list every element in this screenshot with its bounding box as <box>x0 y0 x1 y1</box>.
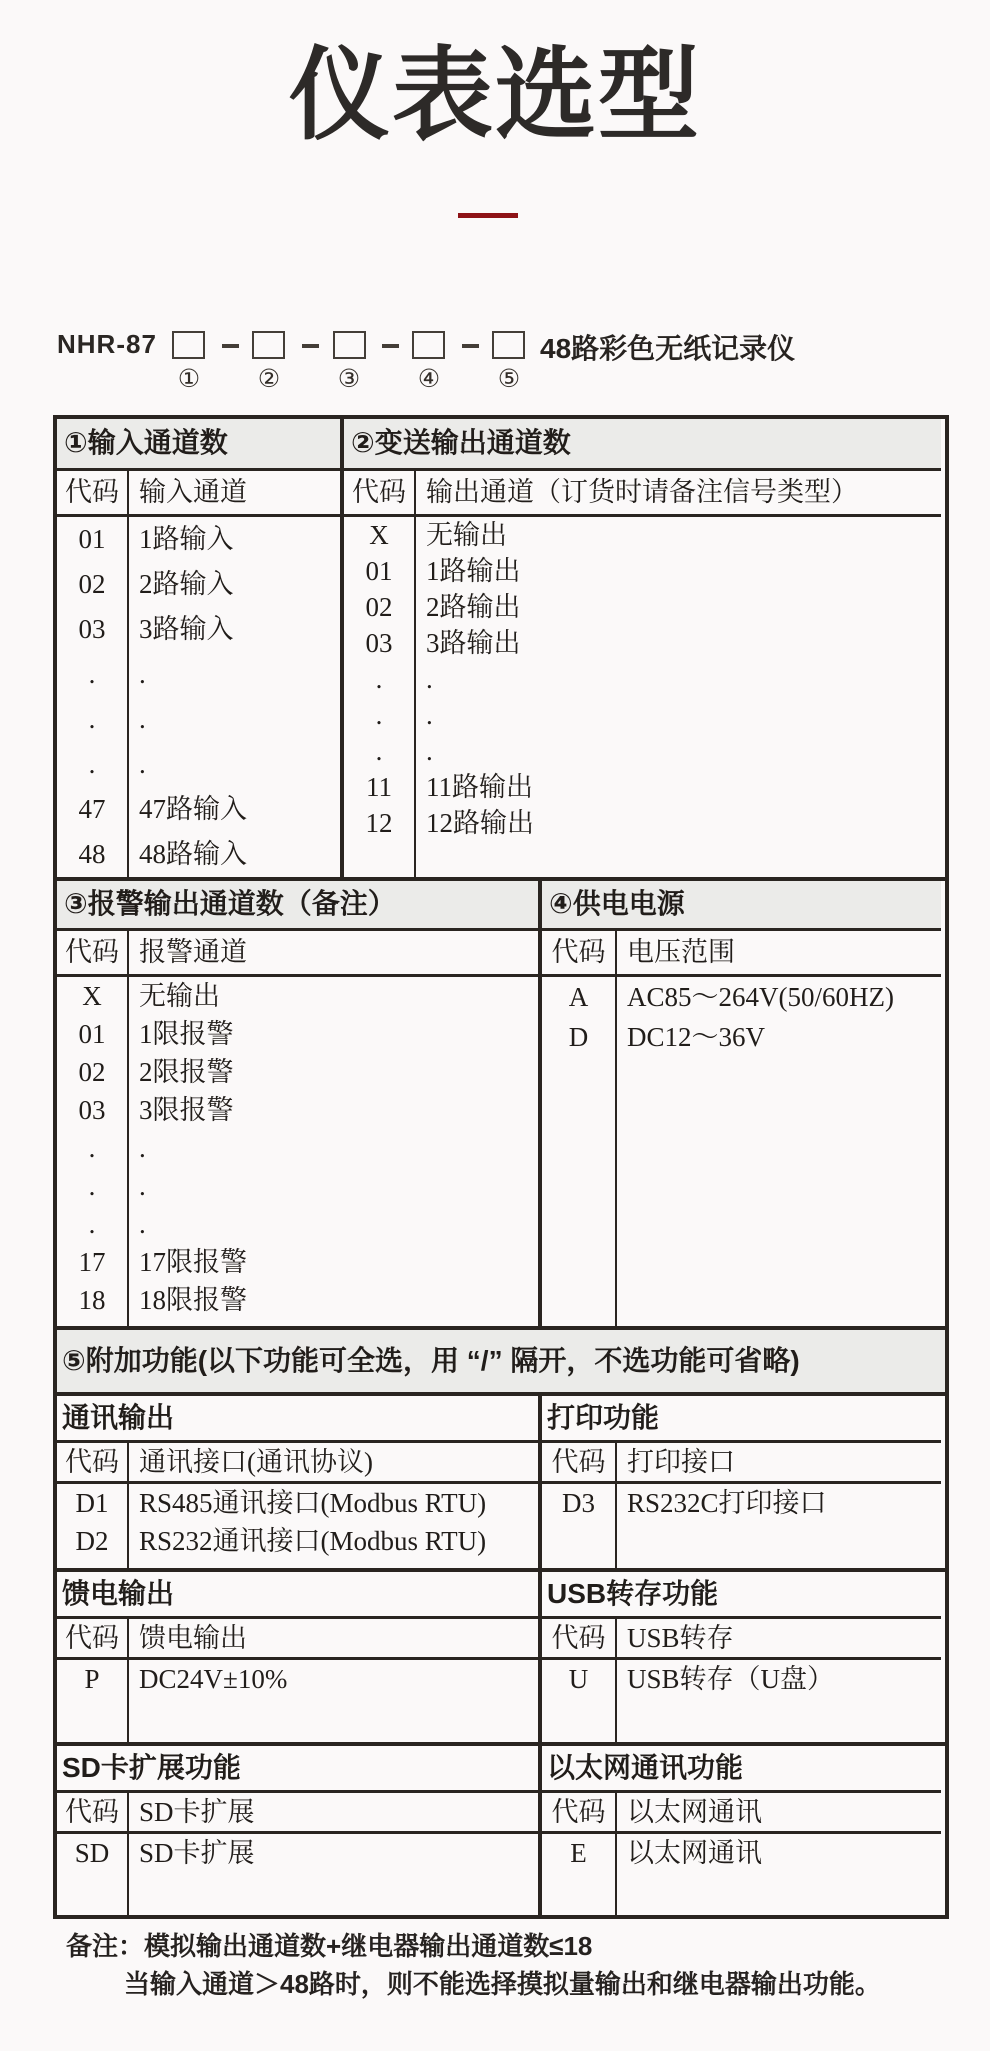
desc-cell: DC24V±10% <box>139 1664 288 1694</box>
table-row <box>57 1243 538 1281</box>
code-cell: D2 <box>75 1526 109 1556</box>
desc-cell: . <box>139 1171 146 1201</box>
column-headers <box>57 1793 538 1834</box>
desc-column-header: 通讯接口(通讯协议) <box>139 1447 373 1477</box>
section-2-grid <box>344 471 941 877</box>
table-row <box>57 1522 538 1560</box>
block-feed-grid <box>57 1619 538 1742</box>
code-cell: 11 <box>366 772 392 802</box>
code-column-header: 代码 <box>65 1797 119 1827</box>
block-print-function <box>538 1396 941 1568</box>
position-circle-5: ⑤ <box>497 364 521 393</box>
code-cell: 48 <box>78 839 106 869</box>
model-code-box-4 <box>412 331 445 359</box>
section-2-header: ②变送输出通道数 <box>344 419 941 471</box>
block-print-grid <box>542 1443 941 1568</box>
table-row <box>344 697 941 733</box>
model-code-box-3 <box>333 331 366 359</box>
desc-cell: . <box>139 704 146 734</box>
code-column-header: 代码 <box>65 1447 119 1477</box>
desc-cell: . <box>426 700 433 730</box>
section-power-supply <box>538 881 941 1326</box>
section-transmit-outputs <box>340 419 941 877</box>
red-divider-line <box>458 213 518 218</box>
desc-column-header: 输出通道（订货时请备注信号类型） <box>426 477 858 507</box>
table-row <box>57 1205 538 1243</box>
block-print-title: 打印功能 <box>542 1396 941 1443</box>
table-row <box>57 1167 538 1205</box>
block-sd-title: SD卡扩展功能 <box>57 1746 538 1793</box>
code-cell: 02 <box>78 569 106 599</box>
code-cell: 03 <box>78 1095 106 1125</box>
block-comm-title: 通讯输出 <box>57 1396 538 1443</box>
desc-column-header: 电压范围 <box>627 937 735 967</box>
desc-cell: AC85～264V(50/60HZ) <box>627 982 894 1012</box>
model-description: 48路彩色无纸记录仪 <box>540 333 796 364</box>
desc-column-header: 报警通道 <box>139 937 247 967</box>
code-cell: P <box>84 1664 100 1694</box>
desc-cell: . <box>426 664 433 694</box>
table-row <box>542 977 941 1017</box>
code-cell: 17 <box>78 1247 106 1277</box>
table-row <box>344 733 941 769</box>
model-dash <box>382 344 399 348</box>
code-column-header: 代码 <box>65 937 119 967</box>
code-cell: D <box>568 1022 589 1052</box>
block-feed-title: 馈电输出 <box>57 1572 538 1619</box>
code-cell: 47 <box>78 794 106 824</box>
desc-cell: 48路输入 <box>139 839 247 869</box>
desc-cell: 无输出 <box>426 520 507 550</box>
section-3-header: ③报警输出通道数（备注） <box>57 881 538 931</box>
desc-cell: 11路输出 <box>426 772 533 802</box>
table-row <box>57 1129 538 1167</box>
desc-cell: 47路输入 <box>139 794 247 824</box>
column-headers <box>57 471 340 517</box>
desc-cell: . <box>139 1133 146 1163</box>
table-row <box>344 805 941 841</box>
code-column-header: 代码 <box>551 1623 606 1653</box>
table-row <box>542 1660 941 1698</box>
code-cell: U <box>568 1664 589 1694</box>
desc-cell: 1限报警 <box>139 1019 234 1049</box>
desc-column-header: 以太网通讯 <box>627 1797 762 1827</box>
table-row <box>57 697 340 742</box>
code-cell: A <box>568 982 589 1012</box>
table-row <box>344 589 941 625</box>
footnote-line-2: 当输入通道＞48路时，则不能选择摸拟量输出和继电器输出功能。 <box>124 1969 881 1999</box>
column-headers <box>542 931 941 977</box>
desc-cell: SD卡扩展 <box>139 1838 255 1868</box>
code-cell: . <box>375 700 383 730</box>
code-column-header: 代码 <box>352 477 406 507</box>
code-cell: D1 <box>75 1488 109 1518</box>
desc-cell: 12路输出 <box>426 808 534 838</box>
footnote-line-1 <box>66 1926 592 1963</box>
column-headers <box>57 1619 538 1660</box>
desc-column-header: 馈电输出 <box>139 1623 247 1653</box>
block-ethernet-grid <box>542 1793 941 1915</box>
table-row <box>542 1017 941 1057</box>
footnote-label: 备注： <box>66 1931 145 1961</box>
desc-cell: RS232通讯接口(Modbus RTU) <box>139 1526 487 1556</box>
section-4-header: ④供电电源 <box>542 881 941 931</box>
table-row <box>57 1484 538 1522</box>
block-usb-title: USB转存功能 <box>542 1572 941 1619</box>
table-row <box>57 607 340 652</box>
selection-table <box>53 415 949 1919</box>
code-cell: 02 <box>365 592 393 622</box>
code-cell: E <box>570 1838 587 1868</box>
model-code-box-5 <box>492 331 525 359</box>
table-row <box>344 553 941 589</box>
code-cell: 12 <box>365 808 393 838</box>
desc-cell: 2限报警 <box>139 1057 234 1087</box>
code-cell: 03 <box>365 628 393 658</box>
block-feed-output <box>57 1572 538 1742</box>
table-row <box>344 769 941 805</box>
block-ethernet-comm <box>538 1746 941 1915</box>
position-circle-4: ④ <box>417 364 441 393</box>
model-dash <box>462 344 479 348</box>
code-column-header: 代码 <box>65 1623 119 1653</box>
desc-cell: 3限报警 <box>139 1095 234 1125</box>
code-column-header: 代码 <box>551 1797 606 1827</box>
code-cell: 02 <box>78 1057 106 1087</box>
desc-cell: RS485通讯接口(Modbus RTU) <box>139 1488 487 1518</box>
desc-cell: 17限报警 <box>139 1247 247 1277</box>
code-cell: . <box>88 1133 96 1163</box>
code-cell: 03 <box>78 614 106 644</box>
section-4-grid <box>542 931 941 1326</box>
model-code-box-1 <box>172 331 205 359</box>
column-headers <box>57 931 538 977</box>
position-circle-2: ② <box>257 364 281 393</box>
desc-column-header: 输入通道 <box>139 477 247 507</box>
section-5-banner: ⑤附加功能(以下功能可全选，用 “/” 隔开，不选功能可省略) <box>57 1330 945 1396</box>
column-headers <box>344 471 941 517</box>
code-cell: 01 <box>78 1019 106 1049</box>
code-cell: 01 <box>78 524 106 554</box>
block-usb-transfer <box>538 1572 941 1742</box>
section-1-grid <box>57 471 340 877</box>
desc-cell: 1路输出 <box>426 556 521 586</box>
code-cell: X <box>369 520 389 550</box>
model-code-box-2 <box>252 331 285 359</box>
block-comm-grid <box>57 1443 538 1568</box>
block-row-sd-ethernet <box>57 1746 945 1915</box>
table-row <box>57 1053 538 1091</box>
code-cell: . <box>88 659 96 689</box>
table-row <box>344 517 941 553</box>
code-column-header: 代码 <box>551 1447 606 1477</box>
table-row <box>344 625 941 661</box>
desc-cell: 3路输出 <box>426 628 521 658</box>
desc-column-header: 打印接口 <box>627 1447 735 1477</box>
desc-cell: . <box>139 659 146 689</box>
table-row <box>57 787 340 832</box>
section-input-channels <box>57 419 340 877</box>
desc-cell: USB转存（U盘） <box>627 1664 835 1694</box>
table-row <box>542 1484 941 1522</box>
table-row <box>57 1281 538 1319</box>
block-row-power-usb <box>57 1572 945 1746</box>
section-row-3-4 <box>57 881 945 1330</box>
code-cell: . <box>375 664 383 694</box>
desc-cell: . <box>139 749 146 779</box>
table-row <box>57 1660 538 1698</box>
desc-cell: 2路输出 <box>426 592 521 622</box>
code-cell: . <box>88 1171 96 1201</box>
table-row <box>57 1091 538 1129</box>
desc-cell: 以太网通讯 <box>627 1838 762 1868</box>
page-title: 仪表选型 <box>288 40 701 152</box>
table-row <box>57 977 538 1015</box>
model-dash <box>302 344 319 348</box>
desc-cell: 3路输入 <box>139 614 234 644</box>
footnote-text-1: 模拟输出通道数+继电器输出通道数≤18 <box>144 1931 593 1961</box>
section-alarm-outputs <box>57 881 538 1326</box>
desc-cell: . <box>426 736 433 766</box>
code-column-header: 代码 <box>551 937 606 967</box>
code-cell: . <box>88 704 96 734</box>
desc-column-header: USB转存 <box>627 1623 734 1653</box>
table-row <box>57 562 340 607</box>
column-headers <box>542 1619 941 1660</box>
table-row <box>344 661 941 697</box>
section-1-header: ①输入通道数 <box>57 419 340 471</box>
position-circle-3: ③ <box>337 364 361 393</box>
column-headers <box>542 1443 941 1484</box>
block-sd-expansion <box>57 1746 538 1915</box>
desc-cell: 2路输入 <box>139 569 234 599</box>
block-ethernet-title: 以太网通讯功能 <box>542 1746 941 1793</box>
desc-cell: 无输出 <box>139 981 220 1011</box>
block-sd-grid <box>57 1793 538 1915</box>
desc-cell: DC12～36V <box>627 1022 766 1052</box>
block-usb-grid <box>542 1619 941 1742</box>
desc-cell: RS232C打印接口 <box>627 1488 827 1518</box>
code-cell: . <box>375 736 383 766</box>
desc-cell: 1路输入 <box>139 524 234 554</box>
column-headers <box>57 1443 538 1484</box>
code-cell: 01 <box>365 556 393 586</box>
code-column-header: 代码 <box>65 477 119 507</box>
desc-column-header: SD卡扩展 <box>139 1797 255 1827</box>
block-comm-output <box>57 1396 538 1568</box>
code-cell: . <box>88 1209 96 1239</box>
model-dash <box>222 344 239 348</box>
position-circle-1: ① <box>177 364 201 393</box>
code-cell: X <box>82 981 102 1011</box>
table-row <box>57 652 340 697</box>
section-row-1-2 <box>57 419 945 881</box>
code-cell: . <box>88 749 96 779</box>
column-headers <box>542 1793 941 1834</box>
desc-cell: . <box>139 1209 146 1239</box>
code-cell: 18 <box>78 1285 106 1315</box>
table-row <box>57 517 340 562</box>
table-row <box>57 742 340 787</box>
desc-cell: 18限报警 <box>139 1285 247 1315</box>
table-row <box>57 832 340 877</box>
block-row-comm-print <box>57 1396 945 1572</box>
table-row <box>57 1834 538 1872</box>
code-cell: SD <box>74 1838 110 1868</box>
code-cell: D3 <box>562 1488 595 1518</box>
model-number-prefix: NHR-87 <box>57 329 157 359</box>
table-row <box>57 1015 538 1053</box>
section-3-grid <box>57 931 538 1326</box>
table-row <box>542 1834 941 1872</box>
